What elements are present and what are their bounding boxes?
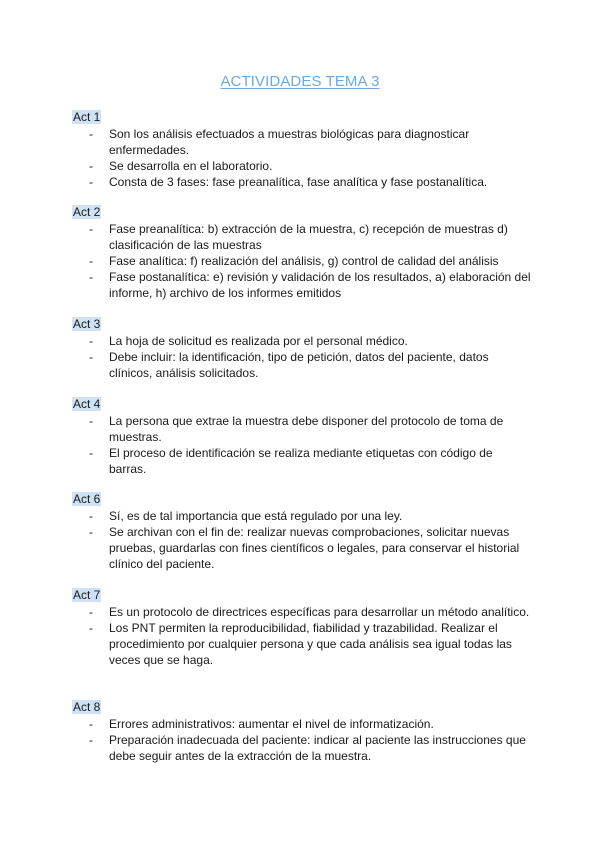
section-heading: Act 7 [73,588,101,602]
dash-bullet: - [89,222,93,236]
list-item [72,445,532,477]
dash-bullet: - [89,127,93,141]
dash-bullet: - [89,175,93,189]
item-text: Los PNT permiten la reproducibilidad, fiabilidad y trazabilidad. Realizar el procedimiento por cualquier persona y que cada análisis sea igual todas las veces que se haga. [109,621,512,667]
list-item [72,158,532,174]
dash-bullet: - [89,446,93,460]
dash-bullet: - [89,733,93,747]
item-text: Fase preanalítica: b) extracción de la muestra, c) recepción de muestras d) clasificación de las muestras [109,222,508,252]
list-item [72,333,532,349]
item-text: La hoja de solicitud es realizada por el personal médico. [109,334,408,348]
section-act-1 [72,108,532,190]
section-heading: Act 3 [73,317,101,331]
list-item [72,221,532,253]
section-act-6 [72,490,532,572]
list-item [72,620,532,668]
item-text: Se desarrolla en el laboratorio. [109,159,273,173]
section-heading: Act 1 [73,110,101,124]
item-list [72,333,532,381]
dash-bullet: - [89,270,93,284]
item-text: Preparación inadecuada del paciente: indicar al paciente las instrucciones que debe seguir antes de la extracción de la muestra. [109,733,526,763]
list-item [72,524,532,572]
section-act-7 [72,586,532,668]
document-title: ACTIVIDADES TEMA 3 [220,73,380,90]
dash-bullet: - [89,159,93,173]
list-item [72,716,532,732]
list-item [72,269,532,301]
list-item [72,253,532,269]
list-item [72,604,532,620]
dash-bullet: - [89,621,93,635]
section-heading: Act 4 [73,397,101,411]
section-act-8 [72,698,532,764]
item-text: Fase analítica: f) realización del análisis, g) control de calidad del análisis [109,254,499,268]
list-item [72,508,532,524]
dash-bullet: - [89,350,93,364]
item-text: El proceso de identificación se realiza mediante etiquetas con código de barras. [109,446,493,476]
list-item [72,732,532,764]
section-heading: Act 8 [73,700,101,714]
item-text: Sí, es de tal importancia que está regulado por una ley. [109,509,403,523]
dash-bullet: - [89,414,93,428]
item-list [72,716,532,764]
item-list [72,604,532,668]
dash-bullet: - [89,605,93,619]
dash-bullet: - [89,254,93,268]
item-text: La persona que extrae la muestra debe disponer del protocolo de toma de muestras. [109,414,504,444]
item-text: Es un protocolo de directrices específicas para desarrollar un método analítico. [109,605,530,619]
item-list [72,508,532,572]
list-item [72,174,532,190]
item-text: Debe incluir: la identificación, tipo de petición, datos del paciente, datos clínicos, análisis solicitados. [109,350,489,380]
dash-bullet: - [89,509,93,523]
item-list [72,221,532,301]
item-text: Consta de 3 fases: fase preanalítica, fase analítica y fase postanalítica. [109,175,488,189]
item-text: Son los análisis efectuados a muestras biológicas para diagnosticar enfermedades. [109,127,470,157]
section-act-2 [72,203,532,301]
section-act-4 [72,395,532,477]
dash-bullet: - [89,717,93,731]
dash-bullet: - [89,334,93,348]
item-list [72,126,532,190]
item-text: Se archivan con el fin de: realizar nuevas comprobaciones, solicitar nuevas pruebas, guardarlas con fines científicos o legales, para conservar el historial clínico del paciente. [109,525,520,571]
dash-bullet: - [89,525,93,539]
list-item [72,413,532,445]
section-act-3 [72,315,532,381]
section-heading: Act 2 [73,205,101,219]
section-heading: Act 6 [73,492,101,506]
item-text: Fase postanalítica: e) revisión y validación de los resultados, a) elaboración del informe, h) archivo de los informes emitidos [109,270,531,300]
item-list [72,413,532,477]
list-item [72,126,532,158]
list-item [72,349,532,381]
item-text: Errores administrativos: aumentar el nivel de informatización. [109,717,434,731]
